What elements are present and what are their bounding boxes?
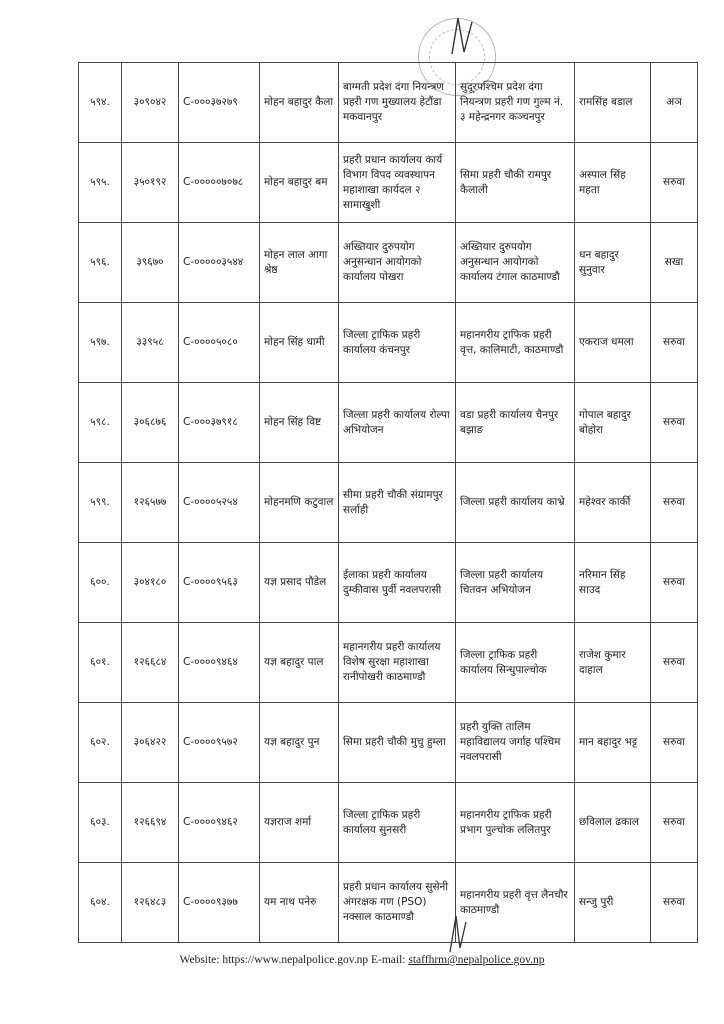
- footer-website: Website: https://www.nepalpolice.gov.np: [179, 954, 369, 966]
- table-row: [79, 63, 698, 143]
- page-footer: [0, 954, 724, 966]
- name-cell: मोहन बहादुर बम: [260, 143, 339, 223]
- table-row: [79, 623, 698, 703]
- current-office-cell: बाग्मती प्रदेश दंगा नियन्त्रण प्रहरी गण मुख्यालय हेटौंडा मकवानपुर: [339, 63, 456, 143]
- new-office-cell: अख्तियार दुरुपयोग अनुसन्धान आयोगको कार्यालय टंगाल काठमाण्डौ: [456, 223, 575, 303]
- name-cell: मोहन सिंह विष्ट: [260, 383, 339, 463]
- code-cell: C-००००९३७७: [179, 863, 260, 943]
- new-office-cell: जिल्ला ट्राफिक प्रहरी कार्यालय सिन्धुपाल्चोक: [456, 623, 575, 703]
- approver-cell: राजेश कुमार दाहाल: [575, 623, 651, 703]
- serial-number-cell: ६०२.: [79, 703, 122, 783]
- footer-email-link[interactable]: staffhrm@nepalpolice.gov.np: [408, 954, 545, 966]
- new-office-cell: महानगरीय ट्राफिक प्रहरी प्रभाग पुल्चोक ललितपुर: [456, 783, 575, 863]
- bottom-signature-mark: [446, 912, 470, 956]
- transfer-type-cell: सखा: [651, 223, 698, 303]
- approver-cell: महेश्वर कार्की: [575, 463, 651, 543]
- transfer-type-cell: सरुवा: [651, 143, 698, 223]
- table-row: [79, 303, 698, 383]
- transfer-type-cell: सरुवा: [651, 703, 698, 783]
- serial-number-cell: ५९७.: [79, 303, 122, 383]
- code-cell: C-००००९५७२: [179, 703, 260, 783]
- current-office-cell: सिमा प्रहरी चौकी मुचु हुम्ला: [339, 703, 456, 783]
- name-cell: यम नाथ पनेरु: [260, 863, 339, 943]
- name-cell: यज्ञ प्रसाद पौडेल: [260, 543, 339, 623]
- personnel-id-cell: १२६५७७: [122, 463, 179, 543]
- current-office-cell: जिल्ला ट्राफिक प्रहरी कार्यालय कंचनपुर: [339, 303, 456, 383]
- serial-number-cell: ६००.: [79, 543, 122, 623]
- transfer-type-cell: सरुवा: [651, 543, 698, 623]
- table-row: [79, 703, 698, 783]
- table-row: [79, 543, 698, 623]
- name-cell: मोहनमणि कटुवाल: [260, 463, 339, 543]
- code-cell: C-००००९४६४: [179, 623, 260, 703]
- personnel-id-cell: ३५०१९२: [122, 143, 179, 223]
- transfer-type-cell: सरुवा: [651, 623, 698, 703]
- serial-number-cell: ६०१.: [79, 623, 122, 703]
- code-cell: C-०००३७९१८: [179, 383, 260, 463]
- current-office-cell: जिल्ला प्रहरी कार्यालय रोल्पा अभियोजन: [339, 383, 456, 463]
- new-office-cell: सिमा प्रहरी चौकी रामपुर कैलाली: [456, 143, 575, 223]
- code-cell: C-०००००७०७८: [179, 143, 260, 223]
- new-office-cell: सुदूरपश्चिम प्रदेश दंगा नियन्त्रण प्रहरी गण गुल्म नं. ३ महेन्द्रनगर कञ्चनपुर: [456, 63, 575, 143]
- personnel-id-cell: ३०४१८०: [122, 543, 179, 623]
- approver-cell: मान बहादुर भट्ट: [575, 703, 651, 783]
- transfer-type-cell: सरुवा: [651, 463, 698, 543]
- serial-number-cell: ५९६.: [79, 223, 122, 303]
- code-cell: C-०००००३५४४: [179, 223, 260, 303]
- personnel-id-cell: १२६४८३: [122, 863, 179, 943]
- serial-number-cell: ६०४.: [79, 863, 122, 943]
- name-cell: मोहन सिंह धामी: [260, 303, 339, 383]
- name-cell: यज्ञ बहादुर पाल: [260, 623, 339, 703]
- current-office-cell: ईलाका प्रहरी कार्यालय दुम्कीवास पुर्वी नवलपरासी: [339, 543, 456, 623]
- code-cell: C-००००९४६२: [179, 783, 260, 863]
- personnel-id-cell: ३३९५८: [122, 303, 179, 383]
- new-office-cell: जिल्ला प्रहरी कार्यालय चितवन अभियोजन: [456, 543, 575, 623]
- table-row: [79, 143, 698, 223]
- code-cell: C-००००९५६३: [179, 543, 260, 623]
- approver-cell: सन्जु पुरी: [575, 863, 651, 943]
- new-office-cell: प्रहरी युक्ति तालिम महाविद्यालय जर्गाह पश्चिम नवलपरासी: [456, 703, 575, 783]
- current-office-cell: महानगरीय प्रहरी कार्यालय विशेष सुरक्षा महाशाखा रानीपोखरी काठमाण्डौ: [339, 623, 456, 703]
- transfer-type-cell: सरुवा: [651, 783, 698, 863]
- approver-cell: रामसिंह बडाल: [575, 63, 651, 143]
- personnel-id-cell: ३०६८७६: [122, 383, 179, 463]
- table-row: [79, 383, 698, 463]
- serial-number-cell: ५९५.: [79, 143, 122, 223]
- current-office-cell: प्रहरी प्रधान कार्यालय सुसेनी अंगरक्षक गण (PSO) नक्साल काठमाण्डौ: [339, 863, 456, 943]
- new-office-cell: महानगरीय ट्राफिक प्रहरी वृत्त, कालिमाटी, काठमाण्डौ: [456, 303, 575, 383]
- personnel-id-cell: ३९६७०: [122, 223, 179, 303]
- code-cell: C-००००५२५४: [179, 463, 260, 543]
- table-row: [79, 463, 698, 543]
- current-office-cell: प्रहरी प्रधान कार्यालय कार्य विभाग विपद व्यवस्थापन महाशाखा कार्यदल २ सामाखुशी: [339, 143, 456, 223]
- approver-cell: नरिमान सिंह साउद: [575, 543, 651, 623]
- name-cell: मोहन लाल आगा श्रेष्ठ: [260, 223, 339, 303]
- name-cell: यज्ञ बहादुर पुन: [260, 703, 339, 783]
- new-office-cell: महानगरीय प्रहरी वृत्त लैनचौर काठमाण्डौ: [456, 863, 575, 943]
- approver-cell: धन बहादुर सुनुवार: [575, 223, 651, 303]
- new-office-cell: वडा प्रहरी कार्यालय चैनपुर बझाङ: [456, 383, 575, 463]
- personnel-id-cell: ३०९०४२: [122, 63, 179, 143]
- name-cell: यज्ञराज शर्मा: [260, 783, 339, 863]
- transfer-type-cell: सरुवा: [651, 303, 698, 383]
- approver-cell: छविलाल ढकाल: [575, 783, 651, 863]
- transfer-type-cell: सरुवा: [651, 863, 698, 943]
- transfer-records-table: [78, 62, 698, 943]
- personnel-id-cell: १२६६९४: [122, 783, 179, 863]
- personnel-id-cell: ३०६४२२: [122, 703, 179, 783]
- serial-number-cell: ६०३.: [79, 783, 122, 863]
- approver-cell: एकराज धमला: [575, 303, 651, 383]
- table-body: [79, 63, 698, 943]
- code-cell: C-००००५०८०: [179, 303, 260, 383]
- transfer-type-cell: सरुवा: [651, 383, 698, 463]
- current-office-cell: जिल्ला ट्राफिक प्रहरी कार्यालय सुनसरी: [339, 783, 456, 863]
- table-row: [79, 783, 698, 863]
- serial-number-cell: ५९४.: [79, 63, 122, 143]
- name-cell: मोहन बहादुर कैला: [260, 63, 339, 143]
- table-row: [79, 863, 698, 943]
- serial-number-cell: ५९८.: [79, 383, 122, 463]
- personnel-id-cell: १२६६८४: [122, 623, 179, 703]
- footer-email-label: E-mail:: [370, 954, 406, 966]
- serial-number-cell: ५९९.: [79, 463, 122, 543]
- table-row: [79, 223, 698, 303]
- signature-mark: [446, 14, 476, 64]
- code-cell: C-०००३७२७९: [179, 63, 260, 143]
- current-office-cell: सीमा प्रहरी चौकी संग्रामपुर सर्लाही: [339, 463, 456, 543]
- current-office-cell: अख्तियार दुरुपयोग अनुसन्धान आयोगको कार्यालय पोखरा: [339, 223, 456, 303]
- new-office-cell: जिल्ला प्रहरी कार्यालय काभ्रे: [456, 463, 575, 543]
- approver-cell: गोपाल बहादुर बोहोरा: [575, 383, 651, 463]
- approver-cell: अस्पाल सिंह महता: [575, 143, 651, 223]
- transfer-type-cell: अञ: [651, 63, 698, 143]
